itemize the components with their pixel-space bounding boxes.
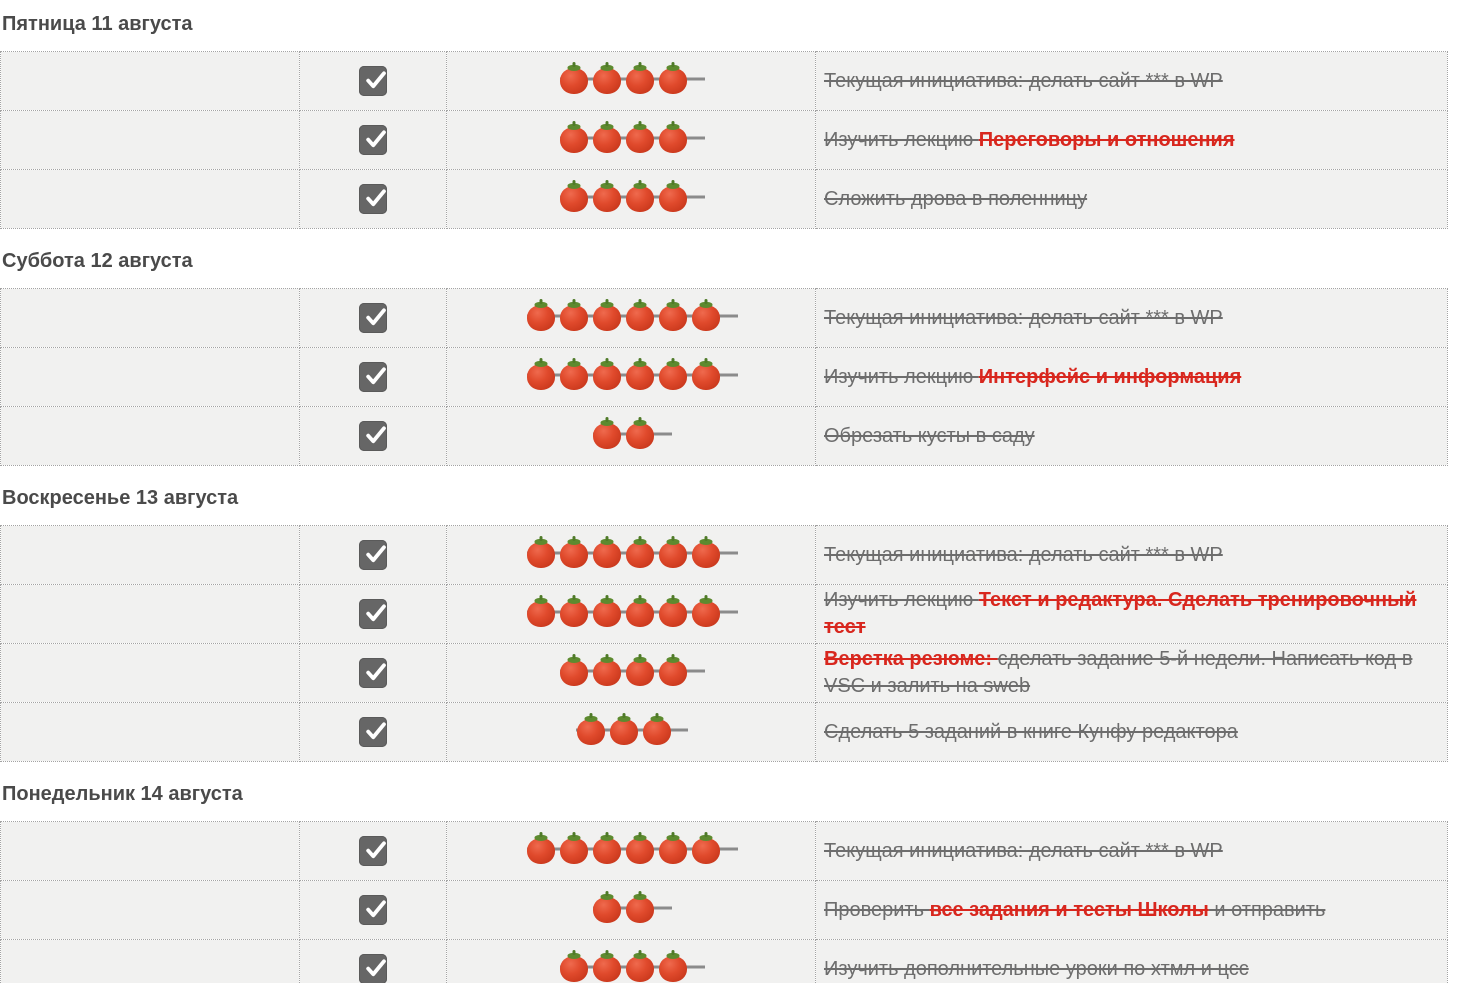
checkbox-cell	[300, 940, 447, 983]
tomato-icon	[626, 601, 654, 627]
task-text	[824, 425, 1035, 447]
tomato-icon	[560, 305, 588, 331]
task-row	[1, 52, 1448, 111]
tomato-icon	[593, 68, 621, 94]
task-text-cell	[816, 585, 1448, 644]
pomodoro-row	[525, 300, 738, 332]
pomodoro-cell	[447, 585, 816, 644]
task-text-segment: Верстка резюме:	[824, 648, 998, 670]
tomato-icon	[659, 364, 687, 390]
day-section	[0, 13, 1460, 229]
task-text-cell	[816, 703, 1448, 762]
checkbox-cell	[300, 52, 447, 111]
checkbox-cell	[300, 348, 447, 407]
pomodoro-row	[574, 714, 688, 746]
tomato-icon	[527, 838, 555, 864]
empty-cell	[1, 526, 300, 585]
check-icon	[362, 954, 389, 981]
tomato-icon	[527, 364, 555, 390]
task-text	[824, 721, 1238, 743]
task-text-cell	[816, 170, 1448, 229]
task-checkbox[interactable]	[359, 658, 387, 688]
pomodoro-row	[525, 833, 738, 865]
task-checkbox[interactable]	[359, 66, 387, 96]
task-text-cell	[816, 52, 1448, 111]
task-text	[824, 129, 1235, 151]
tomato-icon	[626, 364, 654, 390]
pomodoro-cell	[447, 940, 816, 983]
tomato-icon	[527, 542, 555, 568]
task-row	[1, 348, 1448, 407]
tomato-icon	[527, 601, 555, 627]
check-icon	[362, 421, 389, 448]
tomato-icon	[593, 897, 621, 923]
task-row	[1, 940, 1448, 983]
task-text	[824, 899, 1325, 921]
task-row	[1, 289, 1448, 348]
pomodoro-cell	[447, 348, 816, 407]
tomato-icon	[659, 542, 687, 568]
task-text-segment: Обрезать кусты в саду	[824, 424, 1035, 447]
task-text-segment: сделать задание 5-й недели. Написать код в VSC и залить на sweb	[824, 648, 1413, 697]
tomato-icon	[626, 186, 654, 212]
pomodoro-cell	[447, 407, 816, 466]
check-icon	[362, 184, 389, 211]
checkbox-cell	[300, 881, 447, 940]
task-text-segment: Сделать 5 заданий в книге Кунфу редактора	[824, 720, 1238, 743]
tomato-icon	[626, 127, 654, 153]
task-text-segment: Изучить лекцию	[824, 365, 979, 388]
task-text	[824, 188, 1087, 210]
pomodoro-row	[591, 418, 672, 450]
task-table	[0, 821, 1448, 983]
task-text	[824, 589, 1416, 638]
pomodoro-cell	[447, 289, 816, 348]
tomato-icon	[626, 423, 654, 449]
pomodoro-row	[558, 655, 705, 687]
tomato-icon	[560, 542, 588, 568]
task-row	[1, 644, 1448, 703]
task-text	[824, 840, 1223, 862]
task-row	[1, 703, 1448, 762]
task-text-segment: Текущая инициатива: делать сайт *** в WP	[824, 69, 1223, 92]
task-text-segment: Текущая инициатива: делать сайт *** в WP	[824, 839, 1223, 862]
checkbox-cell	[300, 170, 447, 229]
task-text-cell	[816, 881, 1448, 940]
tomato-icon	[626, 542, 654, 568]
tomato-icon	[692, 838, 720, 864]
task-row	[1, 822, 1448, 881]
tomato-icon	[560, 364, 588, 390]
task-text-cell	[816, 644, 1448, 703]
day-title-2: Воскресенье 13 августа	[2, 487, 239, 509]
empty-cell	[1, 703, 300, 762]
task-text-cell	[816, 289, 1448, 348]
tomato-icon	[593, 956, 621, 982]
empty-cell	[1, 940, 300, 983]
pomodoro-cell	[447, 526, 816, 585]
pomodoro-cell	[447, 881, 816, 940]
tomato-icon	[643, 719, 671, 745]
check-icon	[362, 895, 389, 922]
tomato-icon	[659, 660, 687, 686]
check-icon	[362, 836, 389, 863]
tomato-icon	[593, 838, 621, 864]
task-text	[824, 366, 1241, 388]
check-icon	[362, 599, 389, 626]
task-checkbox[interactable]	[359, 717, 387, 747]
day-title-3: Понедельник 14 августа	[2, 783, 243, 805]
tomato-icon	[692, 305, 720, 331]
tomato-icon	[560, 838, 588, 864]
check-icon	[362, 303, 389, 330]
tomato-icon	[626, 897, 654, 923]
empty-cell	[1, 170, 300, 229]
task-checkbox[interactable]	[359, 125, 387, 155]
task-row	[1, 585, 1448, 644]
empty-cell	[1, 111, 300, 170]
tomato-icon	[593, 542, 621, 568]
checkbox-cell	[300, 111, 447, 170]
task-checkbox[interactable]	[359, 895, 387, 925]
tomato-icon	[626, 838, 654, 864]
day-title-0: Пятница 11 августа	[2, 13, 193, 35]
task-text-segment: Изучить дополнительные уроки по хтмл и цсс	[824, 957, 1249, 980]
task-text-segment: и отправить	[1208, 898, 1326, 921]
tomato-icon	[560, 660, 588, 686]
task-row	[1, 111, 1448, 170]
task-text	[824, 958, 1249, 980]
tomato-icon	[692, 601, 720, 627]
tomato-icon	[560, 68, 588, 94]
checkbox-cell	[300, 526, 447, 585]
task-checkbox[interactable]	[359, 184, 387, 214]
task-text-segment: все задания и тесты Школы	[929, 898, 1209, 921]
tomato-icon	[560, 956, 588, 982]
pomodoro-cell	[447, 52, 816, 111]
tomato-icon	[626, 68, 654, 94]
tomato-icon	[560, 127, 588, 153]
tomato-icon	[593, 660, 621, 686]
task-text-segment: Изучить лекцию	[824, 589, 979, 611]
pomodoro-row	[558, 122, 705, 154]
tomato-icon	[593, 364, 621, 390]
task-text-segment: Переговоры и отношения	[978, 128, 1235, 151]
pomodoro-row	[558, 951, 705, 983]
pomodoro-cell	[447, 170, 816, 229]
task-row	[1, 407, 1448, 466]
task-text	[824, 70, 1223, 92]
checkbox-cell	[300, 407, 447, 466]
task-text	[824, 307, 1223, 329]
pomodoro-row	[525, 537, 738, 569]
empty-cell	[1, 407, 300, 466]
tomato-icon	[692, 364, 720, 390]
day-title-1: Суббота 12 августа	[2, 250, 193, 272]
pomodoro-row	[525, 359, 738, 391]
task-text-segment: Изучить лекцию	[824, 128, 979, 151]
tomato-icon	[659, 68, 687, 94]
task-checkbox[interactable]	[359, 954, 387, 983]
checkbox-cell	[300, 822, 447, 881]
tomato-icon	[626, 956, 654, 982]
tomato-icon	[692, 542, 720, 568]
tomato-icon	[560, 601, 588, 627]
pomodoro-row	[558, 181, 705, 213]
empty-cell	[1, 52, 300, 111]
tomato-icon	[560, 186, 588, 212]
tomato-icon	[659, 601, 687, 627]
task-table	[0, 51, 1448, 229]
task-text-cell	[816, 940, 1448, 983]
task-text-segment: Текст и редактура. Сделать тренировочный тест	[824, 589, 1417, 638]
tomato-icon	[659, 305, 687, 331]
pomodoro-cell	[447, 822, 816, 881]
pomodoro-planner	[0, 13, 1460, 983]
tomato-icon	[610, 719, 638, 745]
task-text-segment: Текущая инициатива: делать сайт *** в WP	[824, 543, 1223, 566]
task-text-segment: Интерфейс и информация	[978, 365, 1242, 388]
task-checkbox[interactable]	[359, 362, 387, 392]
empty-cell	[1, 881, 300, 940]
pomodoro-cell	[447, 644, 816, 703]
day-section	[0, 250, 1460, 466]
checkbox-cell	[300, 289, 447, 348]
task-row	[1, 881, 1448, 940]
check-icon	[362, 362, 389, 389]
tomato-icon	[659, 127, 687, 153]
task-checkbox[interactable]	[359, 540, 387, 570]
pomodoro-row	[525, 596, 738, 628]
tomato-icon	[659, 186, 687, 212]
task-checkbox[interactable]	[359, 836, 387, 866]
task-checkbox[interactable]	[359, 421, 387, 451]
tomato-icon	[527, 305, 555, 331]
check-icon	[362, 66, 389, 93]
tomato-icon	[593, 305, 621, 331]
task-table	[0, 288, 1448, 466]
task-text	[824, 648, 1412, 697]
task-text-segment: Текущая инициатива: делать сайт *** в WP	[824, 306, 1223, 329]
tomato-icon	[659, 956, 687, 982]
task-text-segment: Сложить дрова в поленницу	[824, 187, 1088, 210]
pomodoro-cell	[447, 111, 816, 170]
task-checkbox[interactable]	[359, 599, 387, 629]
task-text-cell	[816, 111, 1448, 170]
day-section	[0, 783, 1460, 983]
empty-cell	[1, 289, 300, 348]
empty-cell	[1, 585, 300, 644]
pomodoro-cell	[447, 703, 816, 762]
check-icon	[362, 540, 389, 567]
tomato-icon	[626, 305, 654, 331]
empty-cell	[1, 822, 300, 881]
tomato-icon	[593, 601, 621, 627]
check-icon	[362, 717, 389, 744]
task-text-cell	[816, 407, 1448, 466]
task-text-cell	[816, 526, 1448, 585]
tomato-icon	[626, 660, 654, 686]
task-table	[0, 525, 1448, 762]
checkbox-cell	[300, 703, 447, 762]
tomato-icon	[593, 127, 621, 153]
pomodoro-row	[558, 63, 705, 95]
check-icon	[362, 658, 389, 685]
empty-cell	[1, 348, 300, 407]
task-checkbox[interactable]	[359, 303, 387, 333]
pomodoro-row	[591, 892, 672, 924]
check-icon	[362, 125, 389, 152]
tomato-icon	[593, 423, 621, 449]
task-text	[824, 544, 1223, 566]
task-text-segment: Проверить	[824, 898, 930, 921]
day-section	[0, 487, 1460, 762]
task-row	[1, 526, 1448, 585]
tomato-icon	[593, 186, 621, 212]
empty-cell	[1, 644, 300, 703]
task-row	[1, 170, 1448, 229]
tomato-icon	[659, 838, 687, 864]
checkbox-cell	[300, 644, 447, 703]
tomato-icon	[577, 719, 605, 745]
task-text-cell	[816, 348, 1448, 407]
task-text-cell	[816, 822, 1448, 881]
checkbox-cell	[300, 585, 447, 644]
